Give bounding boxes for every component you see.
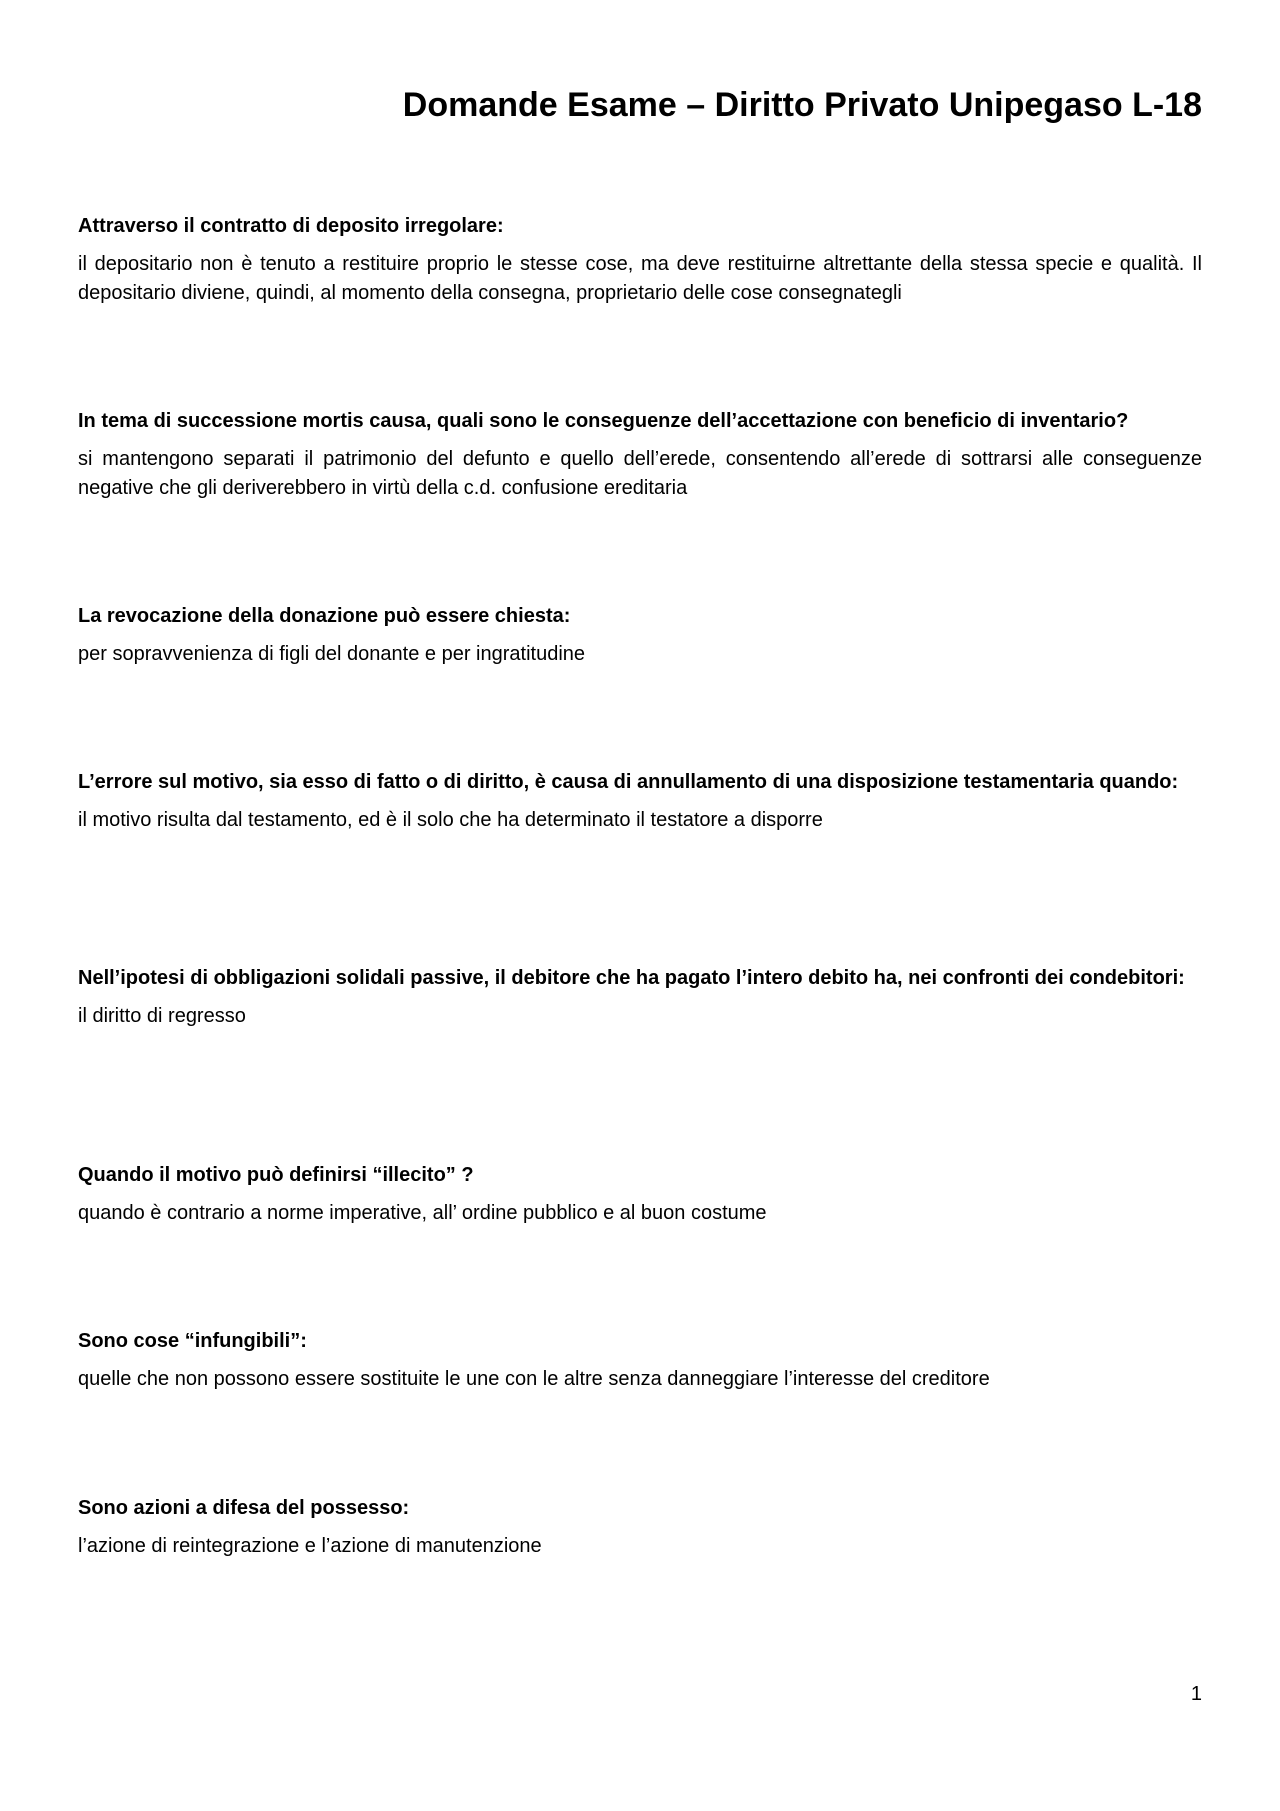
answer: il motivo risulta dal testamento, ed è il solo che ha determinato il testatore a disporre	[78, 809, 823, 831]
qa-item	[78, 1161, 1202, 1228]
question: Quando il motivo può definirsi “illecito” ?	[78, 1164, 474, 1186]
answer: quando è contrario a norme imperative, all’ ordine pubblico e al buon costume	[78, 1202, 767, 1224]
question: Sono azioni a difesa del possesso:	[78, 1497, 410, 1519]
question: L’errore sul motivo, sia esso di fatto o di diritto, è causa di annullamento di una disposizione testamentaria quando:	[78, 771, 1179, 793]
qa-item	[78, 407, 1202, 503]
answer: si mantengono separati il patrimonio del defunto e quello dell’erede, consentendo all’erede di sottrarsi alle conseguenze negative che gli deriverebbero in virtù della c.d. confusione ereditaria	[78, 448, 1202, 499]
answer: per sopravvenienza di figli del donante e per ingratitudine	[78, 643, 586, 665]
question: Nell’ipotesi di obbligazioni solidali passive, il debitore che ha pagato l’intero debito ha, nei confronti dei condebitori:	[78, 967, 1185, 989]
qa-item	[78, 964, 1202, 1031]
answer: quelle che non possono essere sostituite le une con le altre senza danneggiare l’interesse del creditore	[78, 1368, 990, 1390]
question: La revocazione della donazione può essere chiesta:	[78, 605, 571, 627]
question: Sono cose “infungibili”:	[78, 1330, 307, 1352]
document-title: Domande Esame – Diritto Privato Unipegaso L-18	[402, 86, 1202, 124]
page-number: 1	[1190, 1683, 1202, 1705]
qa-item	[78, 602, 1202, 669]
question: In tema di successione mortis causa, quali sono le conseguenze dell’accettazione con beneficio di inventario?	[78, 410, 1129, 432]
answer: il depositario non è tenuto a restituire proprio le stesse cose, ma deve restituirne altrettante della stessa specie e qualità. Il depositario diviene, quindi, al momento della consegna, proprietario delle cose consegnategli	[78, 253, 1202, 304]
answer: l’azione di reintegrazione e l’azione di manutenzione	[78, 1535, 542, 1557]
question: Attraverso il contratto di deposito irregolare:	[78, 215, 504, 237]
qa-item	[78, 212, 1202, 308]
qa-item	[78, 1494, 1202, 1561]
answer: il diritto di regresso	[78, 1005, 246, 1027]
qa-item	[78, 1327, 1202, 1394]
qa-item	[78, 768, 1202, 835]
